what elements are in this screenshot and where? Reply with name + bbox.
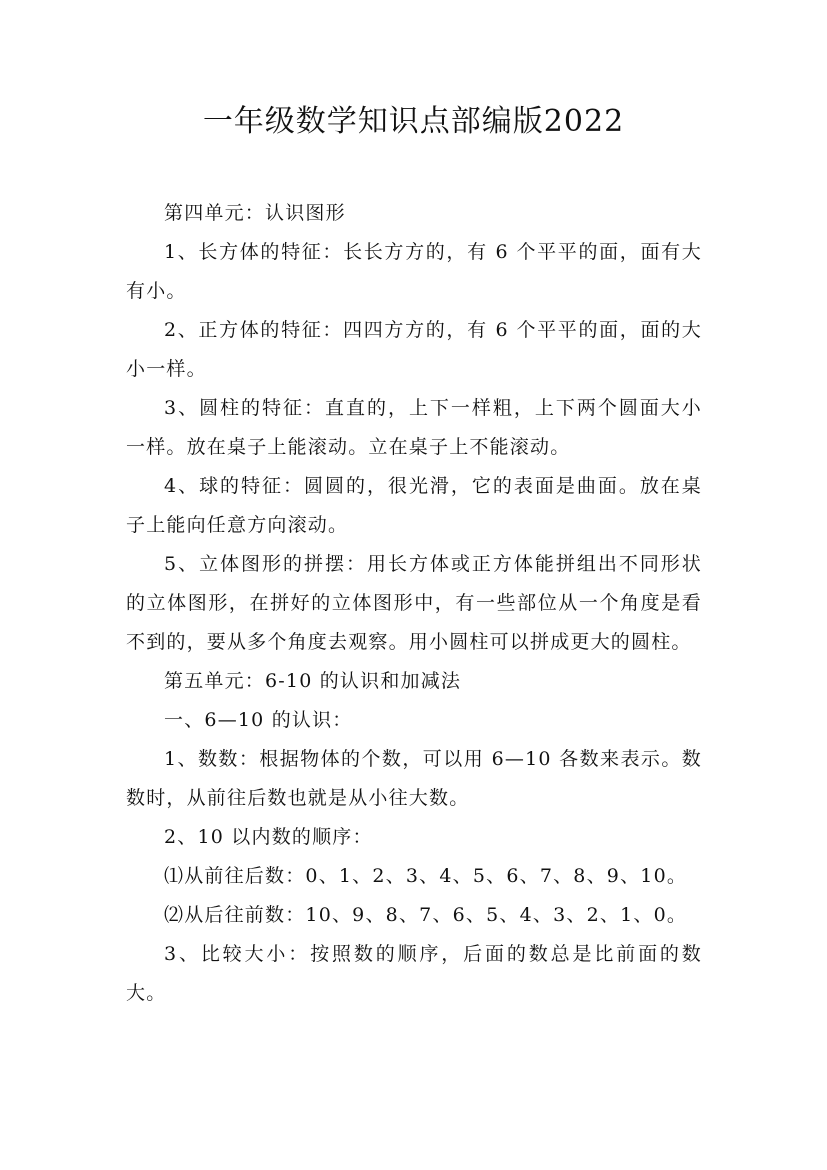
paragraph-cylinder: 3、圆柱的特征：直直的，上下一样粗，上下两个圆面大小一样。放在桌子上能滚动。立在桌子上不能滚动。 bbox=[126, 397, 702, 458]
paragraph-cube: 2、正方体的特征：四四方方的，有 6 个平平的面，面的大小一样。 bbox=[126, 319, 702, 380]
paragraph-assembly: 5、立体图形的拼摆：用长方体或正方体能拼组出不同形状的立体图形，在拼好的立体图形中，有一些部位从一个角度是看不到的，要从多个角度去观察。用小圆柱可以拼成更大的圆柱。 bbox=[126, 553, 702, 653]
paragraph-counting: 1、数数：根据物体的个数，可以用 6—10 各数来表示。数数时，从前往后数也就是从小往大数。 bbox=[126, 748, 702, 809]
paragraph-compare: 3、比较大小：按照数的顺序，后面的数总是比前面的数大。 bbox=[126, 943, 702, 1004]
paragraph-order-backward: ⑵从后往前数：10、9、8、7、6、5、4、3、2、1、0。 bbox=[164, 904, 688, 926]
paragraph-unit4-heading: 第四单元：认识图形 bbox=[164, 202, 346, 224]
paragraph-order-heading: 2、10 以内数的顺序： bbox=[164, 826, 373, 848]
paragraph-unit5-heading: 第五单元：6-10 的认识和加减法 bbox=[164, 670, 462, 692]
document-title: 一年级数学知识点部编版2022 bbox=[202, 104, 625, 139]
paragraph-order-forward: ⑴从前往后数：0、1、2、3、4、5、6、7、8、9、10。 bbox=[164, 865, 688, 887]
document-body bbox=[126, 194, 702, 1013]
paragraph-section-heading: 一、6—10 的认识： bbox=[164, 709, 353, 731]
paragraph-cuboid: 1、长方体的特征：长长方方的，有 6 个平平的面，面有大有小。 bbox=[126, 241, 702, 302]
paragraph-sphere: 4、球的特征：圆圆的，很光滑，它的表面是曲面。放在桌子上能向任意方向滚动。 bbox=[126, 475, 702, 536]
